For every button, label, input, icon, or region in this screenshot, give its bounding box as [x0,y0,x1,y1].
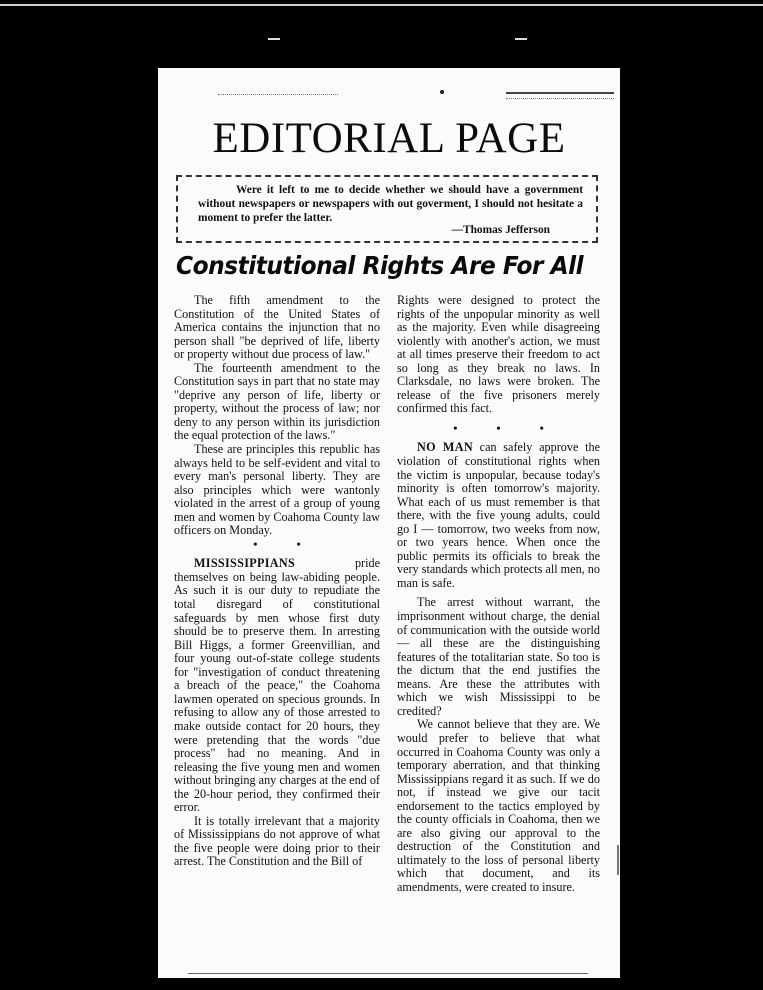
quote-text: Were it left to me to decide whether we should have a government without newspapers or newspapers with out goverment, I should not hesitate a moment to prefer the latter. [198,184,583,224]
film-edge-mark [617,845,619,875]
paragraph: It is totally irrelevant that a majority of Mississippians do not approve of what the five people were doing prior to their arrest. The Constitution and the Bill of [174,813,380,869]
page-top-rule [506,92,614,99]
film-top-rule [0,4,763,6]
paragraph: These are principles this republic has always held to be self-evident and vital to every man's personal liberty. They are also principles which were wantonly violated in the arrest of a group of young men and women by Coahoma County law officers on Monday. [174,442,380,538]
paragraph-body: pride themselves on being law-abiding people. As such it is our duty to repudiate the total disregard of constitutional safeguards by men whose first duty should be to preserve them. In arresting Bill Higgs, a former Greenvillian, and four young out-of-state college students for "investigation of conduct threatening a breach of the peace," the Coahoma lawmen operated on specious grounds. In refusing to allow any of those arrested to make outside contact for 20 hours, they were pretending that the words "due process" had no meaning. And in releasing the five young men and women without bringing any charges at the end of the 20-hour period, they confirmed their error. [174,556,380,815]
editorial-headline: Constitutional Rights Are For All [176,251,584,280]
paragraph [174,557,380,814]
paragraph-body: can safely approve the violation of constitutional rights when the victim is unpopular, because today's minority is often tomorrow's majority. What each of us must remember is that there, with the five young adults, could go I — tomorrow, two weeks from now, or two years hence. When once the public permits its officials to break the very standards which protects all men, no man is safe. [397,440,601,590]
film-mark-left [268,38,280,40]
section-separator: • • • [453,420,562,435]
section-separator: • • [253,536,319,551]
paragraph-lead: MISSISSIPPIANS [194,556,296,571]
paragraph: The fourteenth amendment to the Constitution says in part that no state may "deprive any person of life, liberty or property, without the process of law; nor deny to any person within its jurisdiction the equal protection of the laws." [174,360,380,443]
quote-attribution: —Thomas Jefferson [451,224,550,236]
masthead-title: EDITORIAL PAGE [212,115,566,162]
left-column [174,294,380,869]
paragraph-lead: NO MAN [417,440,473,455]
newspaper-page [158,68,620,978]
paragraph: The arrest without warrant, the imprisonment without charge, the denial of communication with the outside world — all these are the distinguishing features of the totalitarian state. So too is the dictum that the end justifies the means. Are these the attributes with which we wish Mississippi to be credited? [397,595,600,718]
paragraph: Rights were designed to protect the rights of the unpopular minority as well as the majority. Even while disagreeing violently with another's action, we must at all times preserve their freedom to act so long as they break no laws. In Clarksdale, no laws were broken. The release of the five prisoners merely confirmed this fact. [397,293,600,416]
paragraph: The fifth amendment to the Constitution of the United States of America contains the injunction that no person shall "be deprived of life, liberty or property without due process of law." [174,293,380,362]
right-column [397,294,600,895]
quote-box [176,175,598,243]
page-top-dot [440,90,444,94]
paragraph: We cannot believe that they are. We would prefer to believe that what occurred in Coahoma County was only a temporary aberration, and that thinking Mississippians regard it as such. If we do not, if instead we give our tacit endorsement to the tactics employed by the county officials in Coahoma, then we are also giving our approval to the destruction of the Constitution and ultimately to the loss of personal liberty which that document, and its amendments, were created to insure. [397,717,600,894]
page-top-mark [218,94,338,96]
film-mark-right [515,38,527,40]
paragraph [397,441,600,590]
page-bottom-rule [188,973,588,974]
